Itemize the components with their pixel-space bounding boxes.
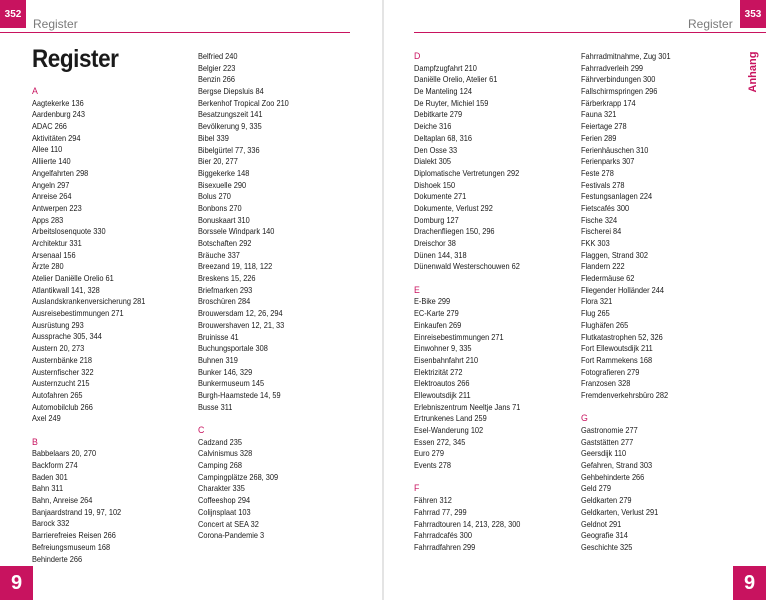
index-entry: Botschaften 292 — [198, 238, 252, 248]
index-entry: E-Bike 299 — [414, 296, 451, 307]
index-entry: EC-Karte 279 — [414, 308, 459, 319]
page-title: Register — [32, 45, 119, 73]
index-entry: Bonbons 270 — [198, 202, 242, 213]
index-entry: Fahrradmitnahme, Zug 301 — [581, 51, 671, 61]
letter-heading-e: E — [414, 284, 420, 295]
index-entry: Flug 265 — [581, 308, 610, 319]
index-entry: Bibelgürtel 77, 336 — [198, 144, 260, 155]
index-entry: Deiche 316 — [414, 121, 452, 132]
index-entry: Belgier 223 — [198, 62, 236, 73]
index-entry: Deltaplan 68, 316 — [414, 132, 472, 143]
index-entry: Elektroautos 266 — [414, 378, 470, 389]
index-entry: Dünenwald Westerschouwen 62 — [414, 261, 520, 272]
index-entry: Antwerpen 223 — [32, 202, 82, 213]
index-column-3 — [414, 51, 538, 554]
index-entry: Feste 278 — [581, 167, 614, 178]
index-entry: Aagtekerke 136 — [32, 97, 84, 108]
index-entry: Festivals 278 — [581, 179, 625, 190]
index-entry: Geschichte 325 — [581, 541, 633, 552]
index-entry: Colijnsplaat 103 — [198, 506, 251, 517]
index-entry: Geld 279 — [581, 483, 612, 494]
index-entry: Esel-Wanderung 102 — [414, 425, 484, 435]
index-entry: Einwohner 9, 335 — [414, 343, 472, 354]
index-entry: Camping 268 — [198, 460, 242, 471]
index-entry: Gaststätten 277 — [581, 436, 634, 447]
index-entry: Fische 324 — [581, 214, 618, 225]
index-entry: Banjaardstrand 19, 97, 102 — [32, 506, 122, 517]
index-entry: Fliegender Holländer 244 — [581, 284, 665, 295]
index-entry: Bruinisse 41 — [198, 331, 239, 342]
index-entry: Domburg 127 — [414, 214, 459, 225]
left-running-head: Register — [33, 17, 78, 31]
index-entry: Bergse Diepsluis 84 — [198, 86, 264, 97]
index-entry: Breskens 15, 226 — [198, 273, 256, 284]
index-entry: Angelfahrten 298 — [32, 167, 89, 178]
entries-f-continued — [581, 51, 685, 402]
index-entry: Fähren 312 — [414, 495, 452, 506]
letter-heading-d: D — [414, 51, 421, 61]
index-entry: Fahrrad 77, 299 — [414, 506, 467, 517]
entries-b-continued — [198, 51, 304, 413]
letter-heading-g: G — [581, 413, 588, 424]
index-entry: Bevölkerung 9, 335 — [198, 121, 262, 132]
left-chapter-thumb: 9 — [0, 566, 33, 600]
index-entry: Ferien 289 — [581, 132, 617, 143]
index-entry: FKK 303 — [581, 238, 610, 248]
index-entry: Gastronomie 277 — [581, 425, 638, 435]
index-entry: Bier 20, 277 — [198, 156, 238, 167]
letter-heading-a: A — [32, 86, 38, 96]
index-entry: Flandern 222 — [581, 261, 625, 272]
index-entry: Ausreisebestimmungen 271 — [32, 308, 124, 319]
index-entry: Flora 321 — [581, 296, 613, 307]
index-entry: Benzin 266 — [198, 74, 235, 85]
entries-a — [32, 98, 164, 425]
index-entry: Einreisebestimmungen 271 — [414, 331, 504, 342]
entries-f — [414, 495, 538, 553]
index-entry: Franzosen 328 — [581, 378, 631, 389]
index-entry: Feiertage 278 — [581, 121, 627, 132]
right-running-head: Register — [688, 17, 733, 31]
index-entry: Ausrüstung 293 — [32, 319, 84, 330]
letter-heading-b: B — [32, 436, 38, 447]
index-entry: Gefahren, Strand 303 — [581, 460, 653, 471]
index-entry: Flutkatastrophen 52, 326 — [581, 331, 663, 342]
index-entry: Geografie 314 — [581, 530, 628, 541]
index-entry: Fauna 321 — [581, 109, 617, 120]
section-tab-anhang: Anhang — [747, 51, 759, 93]
index-entry: Backform 274 — [32, 460, 78, 470]
index-entry: Dokumente 271 — [414, 191, 467, 202]
index-entry: Fahrradfahren 299 — [414, 541, 476, 552]
index-entry: Fahrradcafés 300 — [414, 530, 472, 541]
index-entry: Bisexuelle 290 — [198, 179, 247, 190]
index-entry: Bolus 270 — [198, 191, 231, 202]
index-entry: Geldnot 291 — [581, 518, 622, 529]
index-entry: Broschüren 284 — [198, 296, 251, 307]
index-entry: Dreischor 38 — [414, 238, 456, 248]
index-entry: Anreise 264 — [32, 191, 72, 202]
index-entry: Auslandskrankenversicherung 281 — [32, 296, 146, 307]
index-entry: Charakter 335 — [198, 483, 245, 494]
index-entry: Aardenburg 243 — [32, 109, 86, 120]
index-entry: De Ruyter, Michiel 159 — [414, 97, 489, 108]
index-entry: Fremdenverkehrsbüro 282 — [581, 389, 669, 400]
index-entry: Dünen 144, 318 — [414, 249, 467, 260]
index-entry: Ellewoutsdijk 211 — [414, 389, 471, 400]
index-entry: Aktivitäten 294 — [32, 132, 81, 143]
index-entry: Aussprache 305, 344 — [32, 331, 102, 342]
index-entry: Bonuskaart 310 — [198, 214, 250, 225]
index-entry: Fahrradverleih 299 — [581, 62, 644, 73]
index-entry: Gehbehinderte 266 — [581, 471, 645, 482]
index-entry: ADAC 266 — [32, 121, 67, 132]
letter-heading-c: C — [198, 425, 205, 435]
index-entry: Festungsanlagen 224 — [581, 191, 653, 202]
index-entry: Bibel 339 — [198, 132, 229, 143]
index-entry: Austern 20, 273 — [32, 343, 85, 354]
index-entry: Fischerei 84 — [581, 226, 622, 237]
index-entry: Axel 249 — [32, 413, 61, 424]
index-entry: Bunker 146, 329 — [198, 366, 253, 377]
index-entry: Dampfzugfahrt 210 — [414, 62, 477, 73]
index-entry: Fährverbindungen 300 — [581, 74, 656, 85]
index-entry: Events 278 — [414, 460, 451, 471]
index-entry: Einkaufen 269 — [414, 319, 462, 330]
index-entry: Berkenhof Tropical Zoo 210 — [198, 97, 289, 108]
index-column-2 — [198, 51, 304, 542]
index-entry: Dialekt 305 — [414, 156, 451, 167]
index-entry: Arsenaal 156 — [32, 249, 76, 260]
index-entry: Barrierefreies Reisen 266 — [32, 530, 116, 541]
index-entry: Daniëlle Orelio, Atelier 61 — [414, 74, 498, 85]
index-entry: Campingplätze 268, 309 — [198, 471, 279, 482]
index-entry: Buhnen 319 — [198, 354, 238, 365]
index-entry: Fotografieren 279 — [581, 366, 640, 377]
index-entry: Baden 301 — [32, 471, 68, 482]
index-entry: Burgh-Haamstede 14, 59 — [198, 389, 281, 400]
index-entry: Drachenfliegen 150, 296 — [414, 226, 495, 237]
index-entry: Brouwersdam 12, 26, 294 — [198, 308, 283, 319]
index-entry: Färberkrapp 174 — [581, 97, 636, 108]
index-entry: Geersdijk 110 — [581, 448, 627, 459]
index-entry: Barock 332 — [32, 518, 70, 529]
index-entry: Fietscafés 300 — [581, 202, 630, 213]
index-entry: Essen 272, 345 — [414, 436, 466, 447]
index-entry: Autofahren 265 — [32, 389, 83, 400]
index-entry: Geldkarten, Verlust 291 — [581, 506, 659, 517]
index-entry: Geldkarten 279 — [581, 495, 632, 506]
index-entry: Diplomatische Vertretungen 292 — [414, 167, 520, 178]
index-entry: De Manteling 124 — [414, 86, 472, 97]
index-entry: Dokumente, Verlust 292 — [414, 202, 493, 213]
index-entry: Apps 283 — [32, 214, 64, 225]
index-entry: Arbeitslosenquote 330 — [32, 226, 106, 237]
index-entry: Coffeeshop 294 — [198, 495, 251, 506]
index-entry: Belfried 240 — [198, 51, 238, 61]
index-entry: Austernzucht 215 — [32, 378, 90, 389]
index-entry: Allee 110 — [32, 144, 63, 155]
index-entry: Erlebniszentrum Neeltje Jans 71 — [414, 401, 521, 412]
index-entry: Corona-Pandemie 3 — [198, 530, 265, 541]
entries-g — [581, 425, 685, 554]
index-entry: Befreiungsmuseum 168 — [32, 541, 111, 552]
right-header-rule — [414, 32, 766, 33]
index-entry: Busse 311 — [198, 401, 233, 412]
index-entry: Borssele Windpark 140 — [198, 226, 275, 237]
index-entry: Behinderte 266 — [32, 553, 83, 564]
index-entry: Euro 279 — [414, 448, 445, 459]
index-entry: Den Osse 33 — [414, 144, 458, 155]
index-entry: Fledermäuse 62 — [581, 273, 635, 284]
index-entry: Automobilclub 266 — [32, 401, 93, 412]
index-entry: Biggekerke 148 — [198, 167, 250, 178]
index-entry: Bahn 311 — [32, 483, 64, 494]
index-entry: Concert at SEA 32 — [198, 518, 259, 529]
index-entry: Angeln 297 — [32, 179, 70, 190]
right-page-number: 353 — [740, 0, 766, 28]
entries-c — [198, 437, 304, 542]
index-entry: Brouwershaven 12, 21, 33 — [198, 319, 285, 330]
index-entry: Austernbänke 218 — [32, 354, 92, 365]
index-entry: Fallschirmspringen 296 — [581, 86, 658, 97]
index-entry: Fahrradtouren 14, 213, 228, 300 — [414, 518, 521, 529]
index-entry: Babbelaars 20, 270 — [32, 448, 97, 459]
index-entry: Austernfischer 322 — [32, 366, 94, 377]
index-entry: Ferienparks 307 — [581, 156, 635, 167]
index-entry: Elektrizität 272 — [414, 366, 463, 377]
index-entry: Alliierte 140 — [32, 156, 71, 167]
index-entry: Debitkarte 279 — [414, 109, 463, 120]
right-chapter-thumb: 9 — [733, 566, 766, 600]
page-gutter — [382, 0, 384, 600]
index-entry: Ärzte 280 — [32, 261, 64, 272]
index-entry: Besatzungszeit 141 — [198, 109, 263, 120]
index-entry: Eisenbahnfahrt 210 — [414, 354, 479, 365]
letter-heading-f: F — [414, 483, 420, 494]
index-entry: Buchungsportale 308 — [198, 343, 268, 354]
index-entry: Breezand 19, 118, 122 — [198, 261, 273, 272]
index-entry: Ferienhäuschen 310 — [581, 144, 649, 155]
index-entry: Ertrunkenes Land 259 — [414, 413, 487, 424]
index-entry: Briefmarken 293 — [198, 284, 253, 295]
index-entry: Bräuche 337 — [198, 249, 240, 260]
left-header-rule — [0, 32, 350, 33]
index-entry: Flaggen, Strand 302 — [581, 249, 648, 260]
index-entry: Bahn, Anreise 264 — [32, 495, 93, 506]
index-entry: Calvinismus 328 — [198, 448, 253, 459]
index-entry: Architektur 331 — [32, 237, 82, 248]
index-entry: Dishoek 150 — [414, 179, 456, 190]
index-entry: Atelier Daniëlle Orelio 61 — [32, 273, 114, 283]
entries-d — [414, 63, 538, 273]
index-entry: Fort Ellewoutsdijk 211 — [581, 343, 653, 354]
index-column-1 — [32, 86, 164, 565]
index-column-4 — [581, 51, 685, 554]
index-entry: Bunkermuseum 145 — [198, 378, 265, 389]
index-entry: Flughäfen 265 — [581, 319, 629, 330]
entries-e — [414, 296, 538, 471]
index-entry: Atlantikwall 141, 328 — [32, 284, 100, 295]
index-entry: Fort Rammekens 168 — [581, 354, 653, 365]
left-page-number: 352 — [0, 0, 26, 28]
index-entry: Cadzand 235 — [198, 436, 242, 447]
entries-b — [32, 448, 164, 565]
